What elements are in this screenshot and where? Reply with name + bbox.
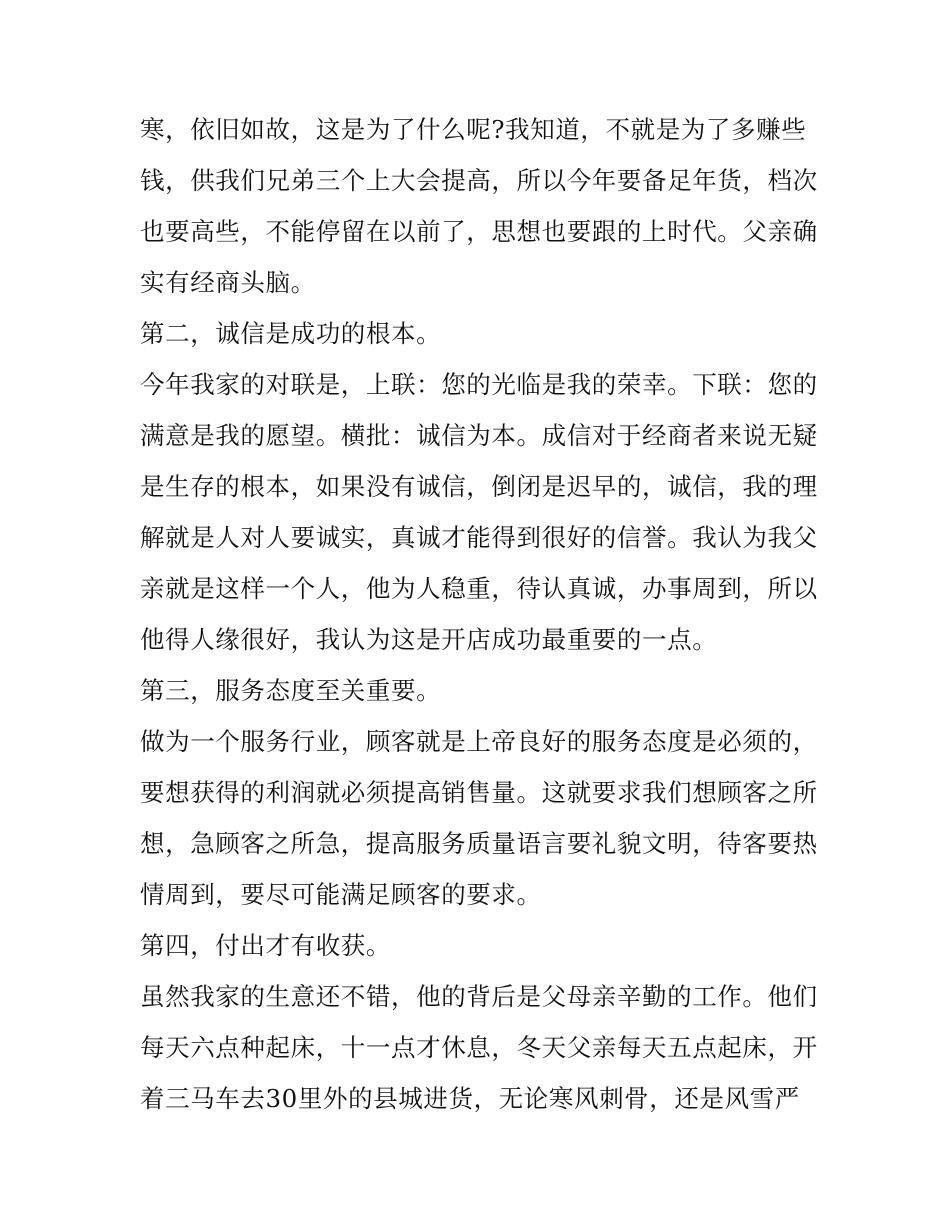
section-heading-2: 第二，诚信是成功的根本。 bbox=[140, 319, 442, 348]
text-line: 着三马车去30里外的县城进货，无论寒风刺骨，还是风雪严 bbox=[140, 1084, 800, 1113]
text-line: 虽然我家的生意还不错，他的背后是父母亲辛勤的工作。他们 bbox=[140, 982, 818, 1011]
text-line: 亲就是这样一个人，他为人稳重，待认真诚，办事周到，所以 bbox=[140, 574, 818, 603]
text-line: 他得人缘很好，我认为这是开店成功最重要的一点。 bbox=[140, 625, 718, 654]
text-line: 钱，供我们兄弟三个上大会提高，所以今年要备足年货，档次 bbox=[140, 166, 818, 195]
section-heading-4: 第四，付出才有收获。 bbox=[140, 931, 391, 960]
text-line: 情周到，要尽可能满足顾客的要求。 bbox=[140, 880, 542, 909]
text-line: 做为一个服务行业，顾客就是上帝良好的服务态度是必须的， bbox=[140, 727, 818, 756]
text-line: 今年我家的对联是，上联：您的光临是我的荣幸。下联：您的 bbox=[140, 370, 818, 399]
text-line: 想，急顾客之所急，提高服务质量语言要礼貌文明，待客要热 bbox=[140, 829, 818, 858]
text-line: 要想获得的利润就必须提高销售量。这就要求我们想顾客之所 bbox=[140, 778, 818, 807]
section-heading-3: 第三，服务态度至关重要。 bbox=[140, 676, 442, 705]
text-line: 每天六点种起床，十一点才休息，冬天父亲每天五点起床，开 bbox=[140, 1033, 818, 1062]
text-line: 满意是我的愿望。横批：诚信为本。成信对于经商者来说无疑 bbox=[140, 421, 818, 450]
text-line: 实有经商头脑。 bbox=[140, 268, 316, 297]
document-body bbox=[140, 104, 816, 1124]
text-line: 寒，依旧如故，这是为了什么呢?我知道，不就是为了多赚些 bbox=[140, 115, 807, 144]
text-line: 解就是人对人要诚实，真诚才能得到很好的信誉。我认为我父 bbox=[140, 523, 818, 552]
text-line: 是生存的根本，如果没有诚信，倒闭是迟早的，诚信，我的理 bbox=[140, 472, 818, 501]
text-line: 也要高些，不能停留在以前了，思想也要跟的上时代。父亲确 bbox=[140, 217, 818, 246]
